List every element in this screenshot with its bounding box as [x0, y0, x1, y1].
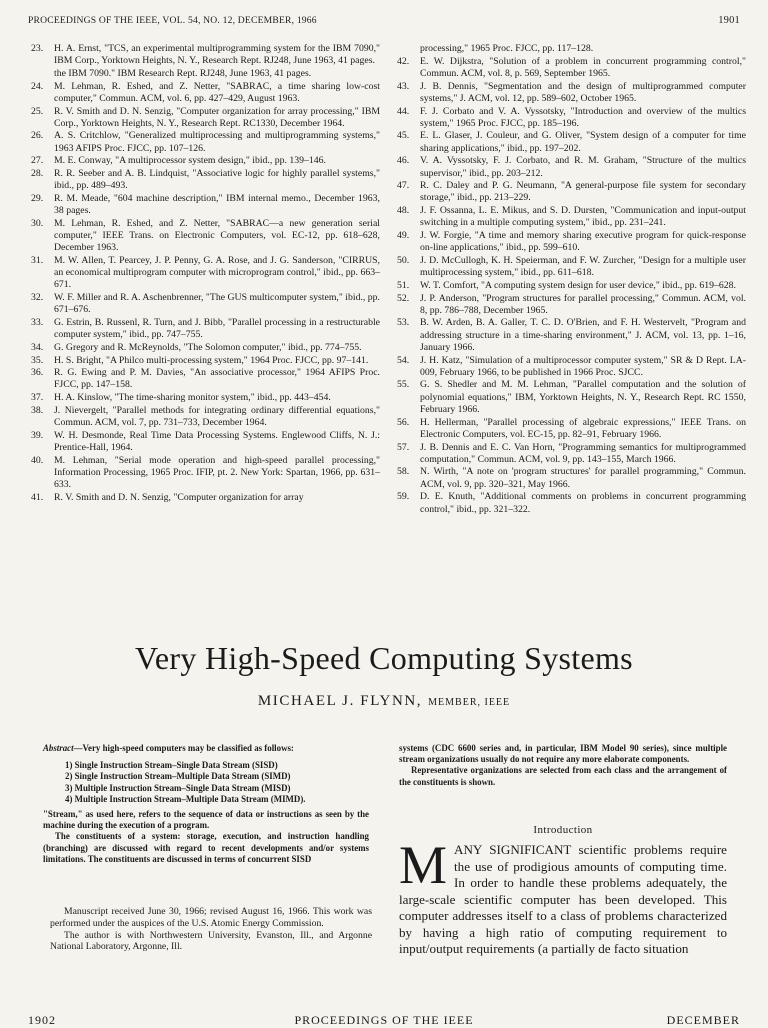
reference-number [394, 43, 420, 55]
reference-number: 42. [397, 55, 410, 67]
reference-item [394, 379, 746, 416]
reference-item [394, 317, 746, 354]
journal-header: PROCEEDINGS OF THE IEEE, VOL. 54, NO. 12, DECEMBER, 1966 [28, 15, 317, 26]
classification-item: 4) Multiple Instruction Stream–Multiple Data Stream (MIMD). [65, 793, 306, 804]
footnote-received: Manuscript received June 30, 1966; revised August 16, 1966. This work was performed under the auspices of the U.S. Atomic Energy Commission. [50, 906, 372, 929]
reference-item [394, 81, 746, 105]
section-heading-introduction: Introduction [533, 824, 593, 836]
reference-number: 41. [31, 491, 44, 503]
reference-text: B. W. Arden, B. A. Galler, T. C. D. O'Brien, and F. H. Westervelt, "Program and addressing structure in a time-sharing environment," J. ACM, vol. 13, pp. 1–16, January 1966. [420, 317, 746, 353]
reference-item [394, 43, 746, 55]
article-title: Very High-Speed Computing Systems [135, 640, 633, 676]
abstract-label: Abstract [43, 743, 74, 753]
abstract-paragraph: "Stream," as used here, refers to the sequence of data or instructions as seen by the machine during the execution of a program. [43, 809, 369, 831]
reference-item [28, 492, 380, 504]
reference-text: R. M. Meade, "604 machine description," IBM internal memo., December 1963, 38 pages. [54, 192, 380, 217]
introduction-text [399, 835, 727, 958]
reference-text: J. W. Forgie, "A time and memory sharing executive program for quick-response on-line applications," ibid., pp. 599–610. [420, 230, 746, 254]
reference-item [28, 130, 380, 154]
reference-text: E. W. Dijkstra, "Solution of a problem in concurrent programming control," Commun. ACM, vol. 8, p. 569, September 1965. [420, 55, 746, 79]
reference-text: M. E. Conway, "A multiprocessor system design," ibid., pp. 139–146. [54, 155, 326, 167]
reference-text: H. A. Ernst, "TCS, an experimental multiprogramming system for the IBM 7090," IBM Corp., Yorktown Heights, N. Y., Research Rept. RJ248, June 1963, 41 pages. [54, 43, 380, 67]
reference-number: 39. [31, 429, 44, 441]
reference-text: N. Wirth, "A note on 'program structures' for parallel programming," Commun. ACM, vol. 9, pp. 320–321, May 1966. [420, 466, 746, 490]
reference-item [28, 81, 380, 105]
page-number-bottom: 1902 [28, 1013, 56, 1027]
classification-item: 1) Single Instruction Stream–Single Data Stream (SISD) [65, 760, 278, 771]
reference-item [394, 180, 746, 204]
reference-number: 38. [31, 404, 44, 416]
reference-number: 58. [397, 466, 410, 478]
reference-item [394, 417, 746, 441]
abstract-intro: Abstract—Very high-speed computers may be classified as follows: [43, 743, 294, 753]
reference-number: 57. [397, 441, 410, 453]
reference-number: 34. [31, 341, 44, 353]
reference-item [394, 491, 746, 515]
reference-item [394, 130, 746, 154]
intro-lead: ANY SIGNIFICANT [454, 842, 572, 857]
reference-item [28, 392, 380, 404]
reference-number: 43. [397, 80, 410, 92]
reference-item [394, 466, 746, 490]
reference-text: W. F. Miller and R. A. Aschenbrenner, "The GUS multicomputer system," ibid., pp. 671–676. [54, 292, 380, 316]
reference-number: 33. [31, 316, 44, 328]
reference-text: V. A. Vyssotsky, F. J. Corbato, and R. M. Graham, "Structure of the multics supervisor," ibid., pp. 203–212. [420, 155, 746, 179]
reference-text: H. Hellerman, "Parallel processing of algebraic expressions," IEEE Trans. on Electronic Computers, vol. EC-15, pp. 82–91, February 1966. [420, 416, 746, 440]
reference-text: J. B. Dennis, "Segmentation and the design of multiprogrammed computer systems," J. ACM, vol. 12, pp. 589–602, October 1965. [420, 80, 746, 104]
reference-number: 46. [397, 155, 410, 167]
reference-item [28, 367, 380, 391]
reference-number: 54. [397, 354, 410, 366]
reference-item [394, 56, 746, 80]
reference-item [394, 442, 746, 466]
reference-item [28, 317, 380, 341]
reference-number: 30. [31, 217, 44, 229]
reference-number: 44. [397, 105, 410, 117]
reference-item [394, 106, 746, 130]
reference-number: 31. [31, 254, 44, 266]
reference-text: J. B. Dennis and E. C. Van Horn, "Programming semantics for multiprogrammed computation," Commun. ACM, vol. 9, pp. 143–155, March 1966. [420, 441, 746, 465]
classification-item: 2) Single Instruction Stream–Multiple Data Stream (SIMD) [65, 771, 291, 782]
reference-item [394, 355, 746, 379]
author-membership: MEMBER, IEEE [428, 697, 511, 708]
reference-text: F. J. Corbato and V. A. Vyssotsky, "Introduction and overview of the multics system," 1965 Proc. FJCC, pp. 185–196. [420, 105, 746, 129]
reference-item [28, 342, 380, 354]
author-name: MICHAEL J. FLYNN, [257, 693, 423, 709]
footer-journal: PROCEEDINGS OF THE IEEE [294, 1013, 474, 1027]
reference-item [28, 155, 380, 167]
reference-number: 52. [397, 292, 410, 304]
reference-text: D. E. Knuth, "Additional comments on problems in concurrent programming control," ibid., pp. 321–322. [420, 491, 746, 515]
reference-text: G. S. Shedler and M. M. Lehman, "Parallel computation and the solution of polynomial equations," IBM, Yorktown Heights, N. Y., Research Rept. RC 1550, February 1966. [420, 379, 746, 415]
reference-number: 47. [397, 180, 410, 192]
reference-item [394, 293, 746, 317]
reference-number: 45. [397, 130, 410, 142]
reference-number: 29. [31, 192, 44, 204]
reference-item [28, 168, 380, 192]
abstract-left [43, 743, 369, 865]
reference-item [28, 68, 380, 80]
reference-text: R. V. Smith and D. N. Senzig, "Computer organization for array [54, 491, 304, 503]
reference-number: 27. [31, 155, 44, 167]
footnote-affiliation: The author is with Northwestern University, Evanston, Ill., and Argonne National Laboratory, Argonne, Ill. [50, 929, 372, 953]
reference-text: G. Estrin, B. Russenl, R. Turn, and J. Bibb, "Parallel processing in a restructurable computer system," ibid., pp. 747–755. [54, 316, 380, 341]
reference-item [394, 155, 746, 179]
reference-text: J. D. McCullogh, K. H. Speierman, and F. W. Zurcher, "Design for a multiple user multiprocessing system," ibid., pp. 611–618. [420, 254, 746, 279]
reference-number: 53. [397, 317, 410, 329]
reference-text: R. R. Seeber and A. B. Lindquist, "Associative logic for highly parallel systems," ibid., pp. 489–493. [54, 168, 380, 192]
reference-item [28, 193, 380, 217]
reference-number [28, 68, 54, 80]
reference-text: H. A. Kinslow, "The time-sharing monitor system," ibid., pp. 443–454. [54, 392, 331, 404]
reference-text: W. T. Comfort, "A computing system design for user device," ibid., pp. 619–628. [420, 279, 736, 291]
reference-text: J. H. Katz, "Simulation of a multiprocessor computer system," SR & D Rept. LA-009, February 1966, to be published in 1966 Proc. SJCC. [420, 354, 746, 378]
abstract-paragraph: Representative organizations are selected from each class and the arrangement of the constituents is shown. [399, 765, 727, 787]
page-number-top: 1901 [718, 15, 740, 26]
reference-item [394, 280, 746, 292]
reference-item [28, 405, 380, 429]
reference-item [28, 43, 380, 67]
reference-text: M. W. Allen, T. Pearcey, J. P. Penny, G. A. Rose, and J. G. Sanderson, "CIRRUS, an economical multiprogram computer with microprogram control," ibid., pp. 663–671. [54, 254, 380, 291]
reference-number: 26. [31, 130, 44, 142]
reference-number: 48. [397, 205, 410, 217]
references-left-column [28, 43, 380, 505]
reference-item [28, 292, 380, 316]
reference-text: E. L. Glaser, J. Couleur, and G. Oliver, "System design of a computer for time sharing applications," ibid., pp. 197–202. [420, 130, 746, 154]
reference-text: the IBM 7090." IBM Research Rept. RJ248, June 1963, 41 pages. [54, 67, 312, 79]
reference-text: M. Lehman, R. Eshed, and Z. Netter, "SABRAC—a new generation serial computer," IEEE Trans. on Electronic Computers, vol. EC-12, pp. 618–628, December 1963. [54, 217, 380, 254]
reference-number: 23. [31, 43, 44, 54]
reference-item [394, 255, 746, 279]
running-header [28, 15, 740, 31]
intro-body: scientific problems require the use of prodigious amounts of computing time. In order to handle these problems adequately, the large-scale scientific computer has been developed. This computer addresses itself to a class of problems characterized by having a high ratio of computing requirement to input/output requirements (a partially de facto situation [399, 842, 727, 956]
reference-number: 56. [397, 416, 410, 428]
classification-item: 3) Multiple Instruction Stream–Single Data Stream (MISD) [65, 782, 291, 793]
abstract-right [399, 743, 727, 788]
reference-number: 55. [397, 379, 410, 391]
reference-text: M. Lehman, R. Eshed, and Z. Netter, "SABRAC, a time sharing low-cost computer," Commun. ACM, vol. 6, pp. 427–429, August 1963. [54, 80, 380, 104]
author-line [0, 693, 768, 710]
reference-text: J. Nievergelt, "Parallel methods for integrating ordinary differential equations," Commun. ACM, vol. 7, pp. 731–733, December 1964. [54, 404, 380, 429]
reference-text: W. H. Desmonde, Real Time Data Processing Systems. Englewood Cliffs, N. J.: Prentice-Hall, 1964. [54, 429, 380, 453]
reference-text: R. V. Smith and D. N. Senzig, "Computer organization for array processing," IBM Corp., Yorktown Heights, N. Y., Research Rept. RC1330, December 1964. [54, 105, 380, 129]
reference-number: 24. [31, 80, 44, 92]
reference-item [28, 106, 380, 130]
reference-text: processing," 1965 Proc. FJCC, pp. 117–128. [420, 43, 594, 54]
reference-text: R. G. Ewing and P. M. Davies, "An associative processor," 1964 AFIPS Proc. FJCC, pp. 147–158. [54, 367, 380, 391]
reference-number: 32. [31, 292, 44, 304]
reference-number: 28. [31, 168, 44, 180]
references-right-column [394, 43, 746, 516]
reference-item [28, 355, 380, 367]
reference-number: 49. [397, 230, 410, 242]
reference-text: J. F. Ossanna, L. E. Mikus, and S. D. Dursten, "Communication and input-output switching in a multiple computing system," ibid., pp. 231–241. [420, 205, 746, 229]
reference-item [28, 255, 380, 292]
reference-text: H. S. Bright, "A Philco multi-processing system," 1964 Proc. FJCC, pp. 97–141. [54, 354, 369, 366]
manuscript-footnote [50, 906, 372, 953]
reference-number: 59. [397, 491, 410, 503]
reference-text: G. Gregory and R. McReynolds, "The Solomon computer," ibid., pp. 774–755. [54, 341, 362, 353]
reference-text: A. S. Critchlow, "Generalized multiprocessing and multiprogramming systems," 1963 AFIPS Proc. FJCC, pp. 107–126. [54, 130, 380, 154]
reference-item [28, 218, 380, 255]
abstract-paragraph: The constituents of a system: storage, execution, and instruction handling (branching) are discussed with regard to recent developments and/or systems limitations. The constituents are discussed in terms of concurrent SISD [43, 831, 369, 864]
reference-number: 51. [397, 279, 410, 291]
reference-number: 50. [397, 254, 410, 266]
reference-text: J. P. Anderson, "Program structures for parallel processing," Commun. ACM, vol. 8, pp. 786–788, December 1965. [420, 292, 746, 316]
reference-number: 35. [31, 354, 44, 366]
reference-item [28, 455, 380, 492]
reference-number: 25. [31, 105, 44, 117]
classification-list [43, 760, 369, 805]
reference-item [394, 205, 746, 229]
abstract-paragraph: systems (CDC 6600 series and, in particular, IBM Model 90 series), since multiple stream organizations usually do not require any more elaborate components. [399, 743, 727, 765]
reference-text: M. Lehman, "Serial mode operation and high-speed parallel processing," Information Processing, 1965 Proc. IFIP, pt. 2. New York: Spartan, 1966, pp. 631–633. [54, 454, 380, 491]
reference-item [28, 430, 380, 454]
reference-text: R. C. Daley and P. G. Neumann, "A general-purpose file system for secondary storage," ibid., pp. 213–229. [420, 180, 746, 204]
reference-number: 40. [31, 454, 44, 466]
reference-number: 36. [31, 367, 44, 379]
drop-cap: M [399, 835, 448, 895]
footer-month: DECEMBER [666, 1013, 740, 1027]
reference-number: 37. [31, 392, 44, 404]
reference-item [394, 230, 746, 254]
